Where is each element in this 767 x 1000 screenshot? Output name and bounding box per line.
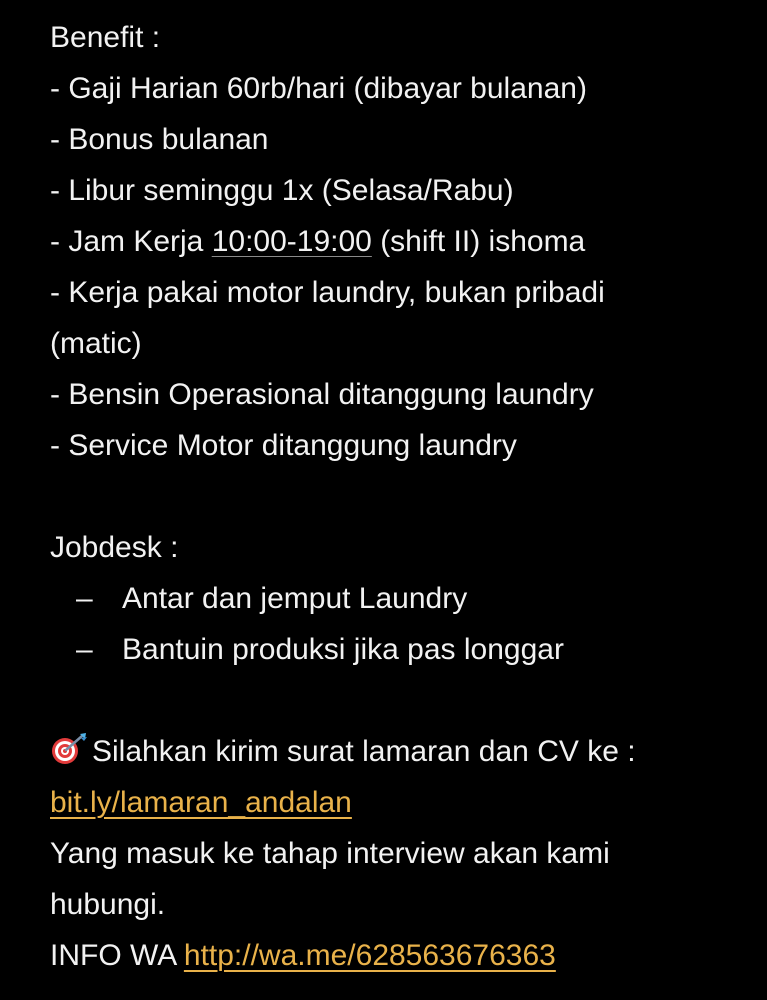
job-post-text bbox=[50, 12, 750, 981]
benefit-item-gaji: - Gaji Harian 60rb/hari (dibayar bulanan) bbox=[50, 72, 587, 105]
benefit-item-service: - Service Motor ditanggung laundry bbox=[50, 429, 517, 462]
dash-bullet: – bbox=[76, 582, 93, 615]
jam-kerja-suffix: (shift II) ishoma bbox=[371, 225, 586, 258]
application-form-link[interactable]: bit.ly/lamaran_andalan bbox=[50, 786, 352, 819]
direct-hit-target-icon bbox=[50, 732, 88, 766]
blank-line bbox=[50, 675, 750, 726]
jobdesk-item bbox=[50, 624, 750, 675]
benefit-item-libur: - Libur seminggu 1x (Selasa/Rabu) bbox=[50, 174, 514, 207]
apply-instruction bbox=[50, 726, 750, 777]
jobdesk-item-text: Bantuin produksi jika pas longgar bbox=[122, 633, 564, 666]
benefit-item-kerja-line1: - Kerja pakai motor laundry, bukan pribadi bbox=[50, 276, 605, 309]
benefit-item-kerja-line2: (matic) bbox=[50, 327, 142, 360]
interview-text-line1: Yang masuk ke tahap interview akan kami bbox=[50, 837, 610, 870]
dash-bullet: – bbox=[76, 633, 93, 666]
blank-line bbox=[50, 471, 750, 522]
jobdesk-heading: Jobdesk : bbox=[50, 531, 179, 564]
whatsapp-info bbox=[50, 930, 750, 981]
jobdesk-item bbox=[50, 573, 750, 624]
jobdesk-item-text: Antar dan jemput Laundry bbox=[122, 582, 468, 615]
benefit-item-bonus: - Bonus bulanan bbox=[50, 123, 269, 156]
apply-instruction-text: Silahkan kirim surat lamaran dan CV ke : bbox=[92, 735, 636, 768]
benefit-item-bensin: - Bensin Operasional ditanggung laundry bbox=[50, 378, 594, 411]
benefit-item-jam-kerja bbox=[50, 216, 750, 267]
interview-text-line2: hubungi. bbox=[50, 888, 166, 921]
benefit-heading: Benefit : bbox=[50, 21, 161, 54]
jam-kerja-prefix: - Jam Kerja bbox=[50, 225, 212, 258]
form-link-line bbox=[50, 777, 750, 828]
whatsapp-label: INFO WA bbox=[50, 939, 184, 972]
jam-kerja-time[interactable]: 10:00-19:00 bbox=[211, 225, 372, 258]
whatsapp-link[interactable]: http://wa.me/628563676363 bbox=[183, 939, 556, 972]
